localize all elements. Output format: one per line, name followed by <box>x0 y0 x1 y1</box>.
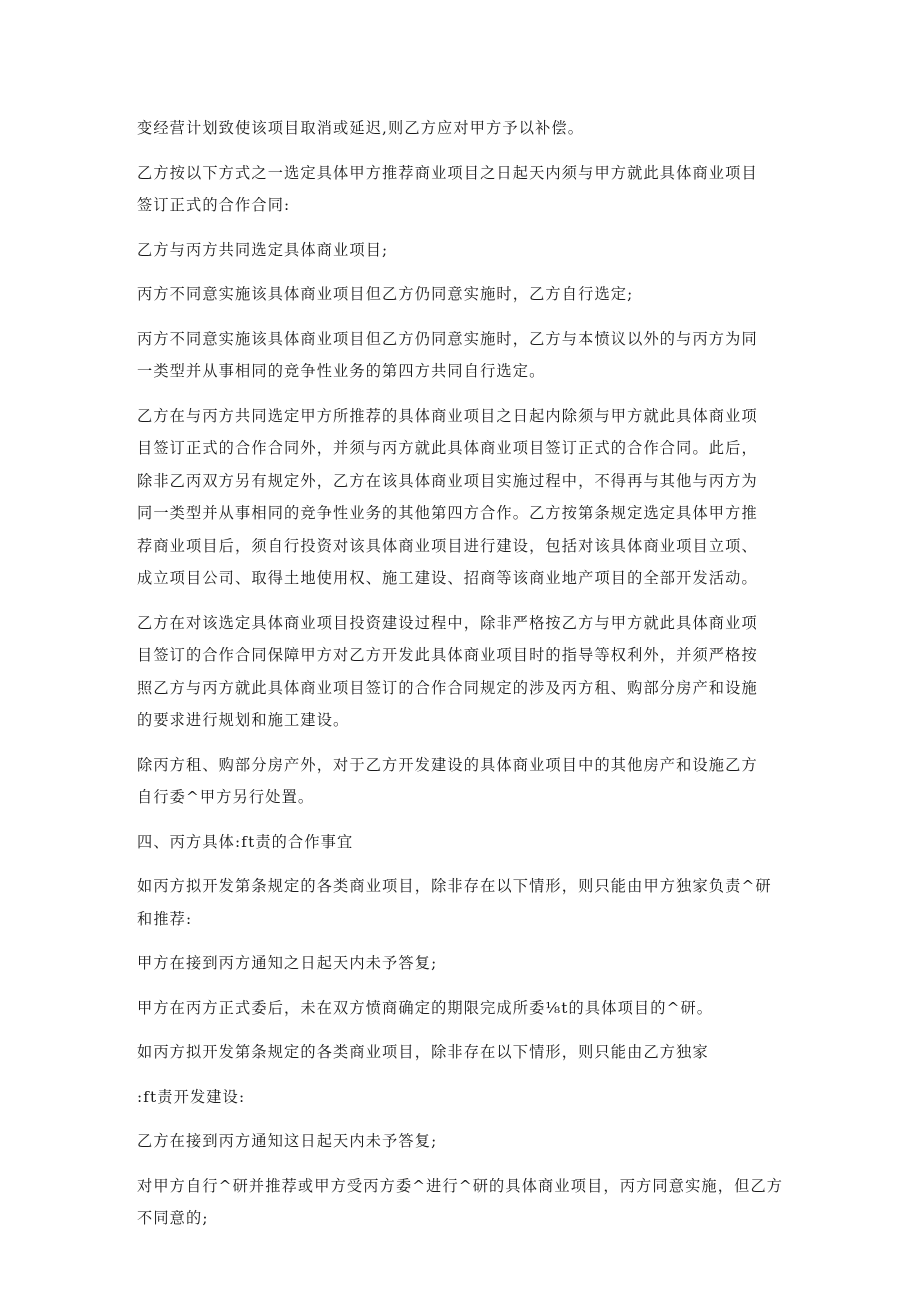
text-line: 如丙方拟开发第条规定的各类商业项目，除非存在以下情形，则只能由乙方独家 <box>137 1043 709 1061</box>
paragraph <box>137 234 789 267</box>
text-line: 荐商业项目后，须自行投资对该具体商业项目进行建设，包括对该具体商业项目立项、 <box>137 536 758 555</box>
paragraph <box>137 112 789 145</box>
text-line: 除非乙丙双方另有规定外，乙方在该具体商业项目实施过程中，不得再与其他与丙方为 <box>137 471 758 490</box>
text-line: 乙方在与丙方共同选定甲方所推荐的具体商业项目之日起内除须与甲方就此具体商业项 <box>137 406 758 425</box>
paragraph <box>137 400 789 595</box>
document-body <box>137 112 789 1247</box>
text-line: 不同意的; <box>137 1209 209 1227</box>
text-line: 签订正式的合作合同: <box>137 196 291 214</box>
text-line: 如丙方拟开发第条规定的各类商业项目，除非存在以下情形，则只能由甲方独家负责^研 <box>137 877 772 895</box>
paragraph <box>137 1125 789 1158</box>
paragraph <box>137 1081 789 1114</box>
text-line: 乙方在对该选定具体商业项目投资建设过程中，除非严格按乙方与甲方就此具体商业项 <box>137 613 758 632</box>
paragraph <box>137 870 789 935</box>
text-line: 丙方不同意实施该具体商业项目但乙方仍同意实施时，乙方自行选定; <box>137 285 634 303</box>
paragraph <box>137 992 789 1025</box>
paragraph <box>137 278 789 311</box>
text-line: 四、丙方具体:ft责的合作事宜 <box>137 832 354 851</box>
text-line: 丙方不同意实施该具体商业项目但乙方仍同意实施时，乙方与本愤议以外的与丙方为同 <box>137 329 758 348</box>
text-line: 乙方与丙方共同选定具体商业项目; <box>137 240 389 259</box>
text-line: :ft责开发建设: <box>137 1087 246 1106</box>
paragraph <box>137 1170 789 1235</box>
text-line: 乙方按以下方式之一选定具体甲方推荐商业项目之日起天内须与甲方就此具体商业项目 <box>137 163 758 182</box>
text-line: 的要求进行规划和施工建设。 <box>137 711 350 729</box>
text-line: 变经营计划致使该项目取消或延迟,则乙方应对甲方予以补偿。 <box>137 119 585 137</box>
text-line: 目签订正式的合作合同外，并须与丙方就此具体商业项目签订正式的合作合同。此后， <box>137 439 758 457</box>
text-line: 自行委^甲方另行处置。 <box>137 788 315 806</box>
paragraph <box>137 1036 789 1069</box>
text-line: 目签订的合作合同保障甲方对乙方开发此具体商业项目时的指导等权利外，并须严格按 <box>137 646 758 664</box>
paragraph <box>137 749 789 814</box>
text-line: 甲方在丙方正式委后，未在双方愤商确定的期限完成所委⅛t的具体项目的^研。 <box>137 998 714 1017</box>
text-line: 成立项目公司、取得土地使用权、施工建设、招商等该商业地产项目的全部开发活动。 <box>137 569 758 587</box>
paragraph <box>137 607 789 737</box>
text-line: 照乙方与丙方就此具体商业项目签订的合作合同规定的涉及丙方租、购部分房产和设施 <box>137 678 758 697</box>
text-line: 同一类型并从事相同的竞争性业务的其他第四方合作。乙方按第条规定选定具体甲方推 <box>137 504 758 522</box>
text-line: 除丙方租、购部分房产外，对于乙方开发建设的具体商业项目中的其他房产和设施乙方 <box>137 755 758 774</box>
text-line: 对甲方自行^研并推荐或甲方受丙方委^进行^研的具体商业项目，丙方同意实施，但乙方 <box>137 1176 784 1195</box>
text-line: 乙方在接到丙方通知这日起天内未予答复; <box>137 1132 438 1150</box>
paragraph <box>137 947 789 980</box>
text-line: 和推荐: <box>137 909 193 928</box>
paragraph <box>137 826 789 859</box>
paragraph <box>137 323 789 388</box>
paragraph <box>137 157 789 222</box>
text-line: 甲方在接到丙方通知之日起天内未予答复; <box>137 954 438 972</box>
text-line: 一类型并从事相同的竞争性业务的第四方共同自行选定。 <box>137 362 546 380</box>
